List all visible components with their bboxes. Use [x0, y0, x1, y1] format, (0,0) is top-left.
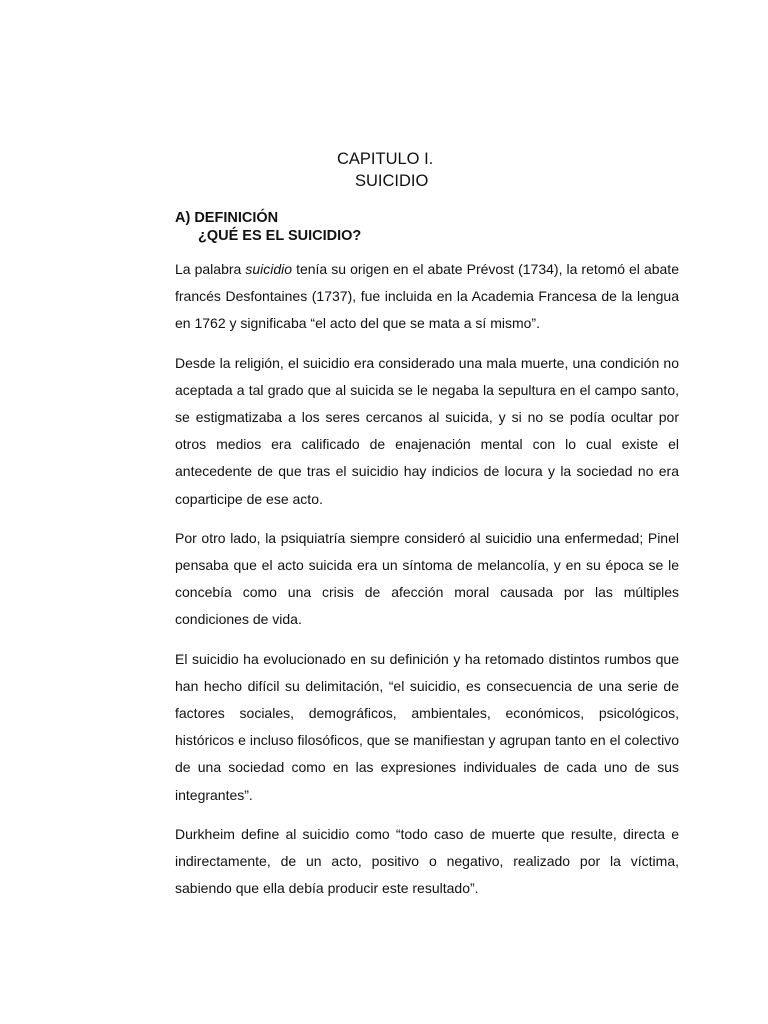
paragraph-5: Durkheim define al suicidio como “todo caso de muerte que resulte, directa e indirectamente, de un acto, positivo o negativo, realizado por la víctima, sabiendo que ella debía producir este resultado”.	[175, 825, 679, 897]
paragraph-4: El suicidio ha evolucionado en su definición y ha retomado distintos rumbos que han hecho difícil su delimitación, “el suicidio, es consecuencia de una serie de factores sociales, demográficos, ambientales, económicos, psicológicos, históricos e incluso filosóficos, que se manifiestan y agrupan tanto en el colectivo de una sociedad como en las expresiones individuales de cada uno de sus integrantes”.	[175, 650, 679, 803]
section-heading	[175, 209, 361, 245]
body-text	[175, 256, 679, 914]
paragraph-1	[175, 256, 679, 338]
paragraph-1-italic-word: suicidio	[245, 261, 293, 277]
paragraph-3: Por otro lado, la psiquiatría siempre consideró al suicidio una enfermedad; Pinel pensaba que el acto suicida era un síntoma de melancolía, y en su época se le concebía como una crisis de afección moral causada por las múltiples condiciones de vida.	[175, 529, 679, 628]
paragraph-2: Desde la religión, el suicidio era considerado una mala muerte, una condición no aceptada a tal grado que al suicida se le negaba la sepultura en el campo santo, se estigmatizaba a los seres cercanos al suicida, y si no se podía ocultar por otros medios era calificado de enajenación mental con lo cual existe el antecedente de que tras el suicidio hay indicios de locura y la sociedad no era coparticipe de ese acto.	[175, 354, 679, 507]
section-subtitle: ¿QUÉ ES EL SUICIDIO?	[198, 228, 362, 244]
chapter-number: CAPITULO I.	[337, 150, 434, 168]
section-title: A) DEFINICIÓN	[175, 210, 279, 226]
paragraph-1-rest: tenía su origen en el abate Prévost (1734), la retomó el abate francés Desfontaines (1737), fue incluida en la Academia Francesa de la lengua en 1762 y significaba “el acto del que se mata a sí mismo”.	[175, 261, 679, 332]
chapter-name: SUICIDIO	[355, 172, 429, 190]
paragraph-1-start: La palabra	[175, 261, 246, 277]
